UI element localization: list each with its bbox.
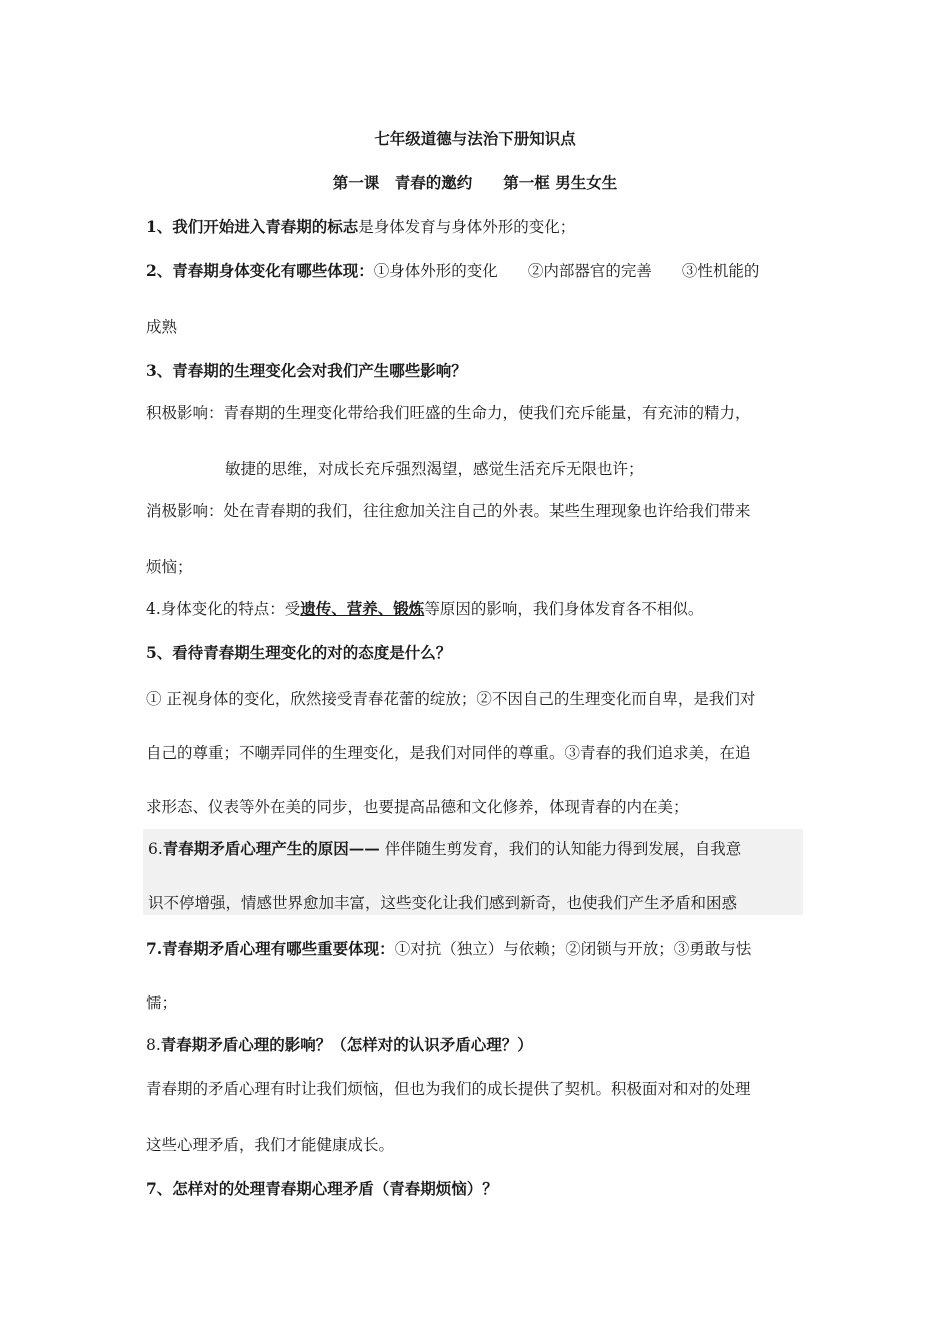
negative-impact-continued: 烦恼； (146, 558, 193, 576)
point-2-heading: 2、青春期身体变化有哪些体现： (146, 261, 374, 280)
point-6-heading: 青春期矛盾心理产生的原因—— (162, 839, 380, 858)
point-5-line-3: 求形态、仪表等外在美的同步，也要提高品德和文化修养，体现青春的内在美； (146, 798, 689, 816)
point-7-continued: 懦； (146, 994, 178, 1012)
point-4 (146, 598, 816, 620)
point-5-line-2: 自己的尊重；不嘲弄同伴的生理变化，是我们对同伴的尊重。③青春的我们追求美，在追 (146, 744, 751, 762)
negative-impact-line: 消极影响：处在青春期的我们，往往愈加关注自己的外表。某些生理现象也许给我们带来 (146, 502, 751, 520)
point-6-continued: 识不停增强，情感世界愈加丰富，这些变化让我们感到新奇，也使我们产生矛盾和困惑 (148, 894, 738, 912)
point-5-line-1: ① 正视身体的变化，欣然接受青春花蕾的绽放；②不因自己的生理变化而自卑，是我们对 (146, 690, 756, 708)
point-8-number: 8. (146, 1036, 161, 1054)
positive-impact-continued: 敏捷的思维，对成长充斥强烈渴望，感觉生活充斥无限也许； (225, 460, 644, 478)
point-4-prefix: 4.身体变化的特点：受 (146, 600, 301, 618)
lesson-subtitle: 第一课 青春的邀约 第一框 男生女生 (332, 173, 618, 192)
point-8-line-2: 这些心理矛盾，我们才能健康成长。 (146, 1136, 395, 1154)
point-2-item: ②内部器官的完善 (527, 262, 652, 280)
point-2-item: ①身体外形的变化 (373, 262, 498, 280)
point-6 (148, 838, 818, 860)
point-1-text: 是身体发育与身体外形的变化； (358, 218, 576, 236)
point-8-heading: 青春期矛盾心理的影响？（怎样对的认识矛盾心理？） (160, 1035, 533, 1054)
point-6-text: 伴伴随生剪发育，我们的认知能力得到发展，自我意 (379, 840, 742, 858)
point-7 (146, 938, 816, 960)
positive-impact-line: 积极影响：青春期的生理变化带给我们旺盛的生命力，使我们充斥能量，有充沛的精力， (146, 404, 751, 422)
point-9-heading: 7、怎样对的处理青春期心理矛盾（青春期烦恼）？ (146, 1179, 498, 1198)
point-1 (146, 216, 816, 238)
point-1-heading: 1、我们开始进入青春期的标志 (146, 217, 359, 236)
point-7-heading: 7.青春期矛盾心理有哪些重要体现： (146, 939, 395, 958)
point-5-heading: 5、看待青春期生理变化的对的态度是什么？ (146, 643, 452, 662)
point-4-underlined: 遗传、营养、锻炼 (300, 599, 425, 618)
point-7-text: ①对抗（独立）与依赖；②闭锁与开放；③勇敢与怯 (394, 940, 752, 958)
point-4-suffix: 等原因的影响，我们身体发育各不相似。 (424, 600, 704, 618)
point-2 (146, 260, 816, 282)
point-6-number: 6. (148, 840, 163, 858)
point-8 (146, 1034, 816, 1056)
point-2-item: ③性机能的 (681, 262, 760, 280)
point-2-continued: 成熟 (146, 318, 178, 336)
document-title: 七年级道德与法治下册知识点 (374, 129, 576, 148)
point-8-line-1: 青春期的矛盾心理有时让我们烦恼，但也为我们的成长提供了契机。积极面对和对的处理 (146, 1080, 751, 1098)
point-3-heading: 3、青春期的生理变化会对我们产生哪些影响？ (146, 361, 467, 380)
